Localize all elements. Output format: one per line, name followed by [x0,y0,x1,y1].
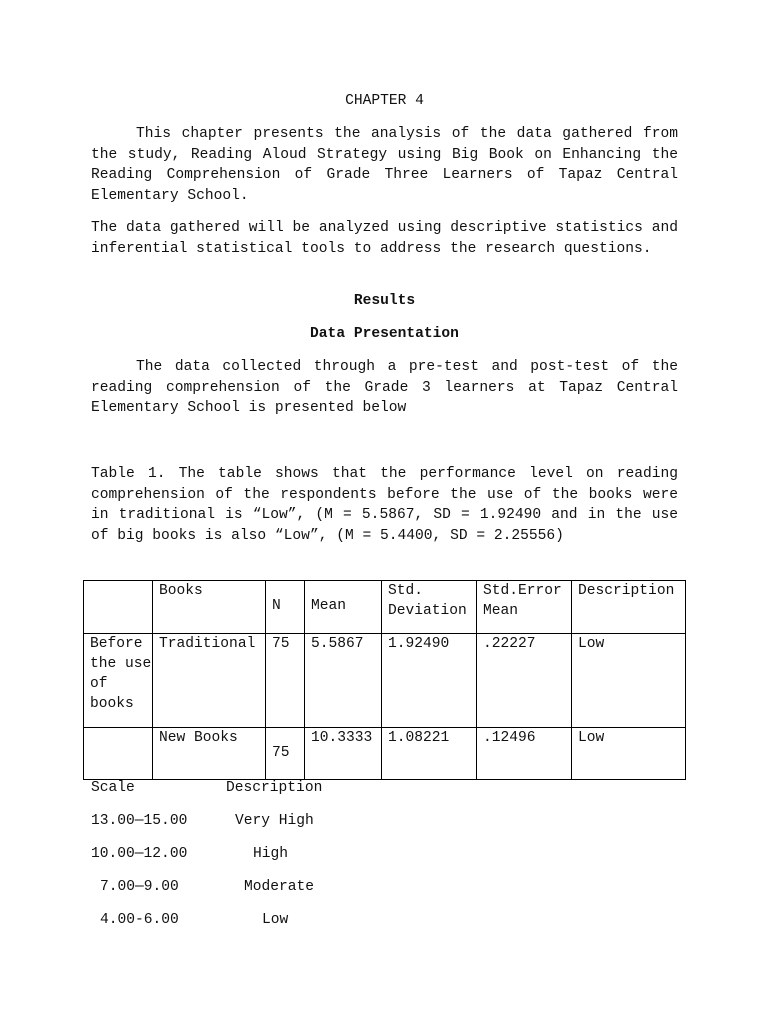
n-cell: 75 [266,634,305,728]
scale-row [0,877,768,897]
mean-cell: 10.3333 [305,728,382,780]
analysis-paragraph: The data gathered will be analyzed using descriptive statistics and inferential statistical tools to address the research questions. [91,220,678,257]
scale-range: 4.00-6.00 [100,912,179,928]
group-cell: Before the use of books [84,634,153,728]
scale-description-header-label: Description [226,780,323,796]
scale-description: High [253,846,289,862]
chapter-title: CHAPTER 4 [345,93,424,109]
scale-range: 10.00—12.00 [91,846,188,862]
n-value: 75 [272,745,290,761]
scale-row [0,844,768,864]
table-caption: Table 1. The table shows that the performance level on reading comprehension of the respondents before the use of the books were in traditional is “Low”, (M = 5.5867, SD = 1.92490 and in the use of big books is also “Low”, (M = 5.4400, SD = 2.25556) [91,466,678,544]
scale-description: Moderate [244,879,315,895]
group-cell [84,728,153,780]
n-cell [266,728,305,780]
scale-row [0,811,768,831]
intro-paragraph: This chapter presents the analysis of the data gathered from the study, Reading Aloud Strategy using Big Book on Enhancing the Reading Comprehension of Grade Three Learners of Tapaz Central Elementary School. [91,126,678,204]
books-cell: Traditional [153,634,266,728]
table-row [84,634,686,728]
header-books-cell: Books [153,581,266,634]
header-n-label: N [272,598,281,614]
header-mean-label: Mean [311,598,347,614]
data-paragraph: The data collected through a pre-test and post-test of the reading comprehension of the Grade 3 learners at Tapaz Central Elementary School is presented below [91,359,678,416]
books-cell: New Books [153,728,266,780]
header-mean-cell [305,581,382,634]
std-dev-cell: 1.08221 [382,728,477,780]
results-heading: Results [353,293,416,309]
std-err-cell: .22227 [477,634,572,728]
scale-row [0,910,768,930]
table-header-row [84,581,686,634]
scale-header-label: Scale [91,780,135,796]
std-err-cell: .12496 [477,728,572,780]
header-group-cell [84,581,153,634]
scale-description: Low [262,912,289,928]
data-presentation-heading: Data Presentation [310,326,459,342]
statistics-table [83,580,686,780]
description-cell: Low [572,728,686,780]
scale-header-row [0,778,768,798]
scale-range: 13.00—15.00 [91,813,188,829]
table-row [84,728,686,780]
mean-cell: 5.5867 [305,634,382,728]
header-std-dev-cell: Std. Deviation [382,581,477,634]
description-cell: Low [572,634,686,728]
scale-description: Very High [235,813,314,829]
scale-range: 7.00—9.00 [100,879,179,895]
std-dev-cell: 1.92490 [382,634,477,728]
header-n-cell [266,581,305,634]
header-description-cell: Description [572,581,686,634]
header-std-err-cell: Std.Error Mean [477,581,572,634]
